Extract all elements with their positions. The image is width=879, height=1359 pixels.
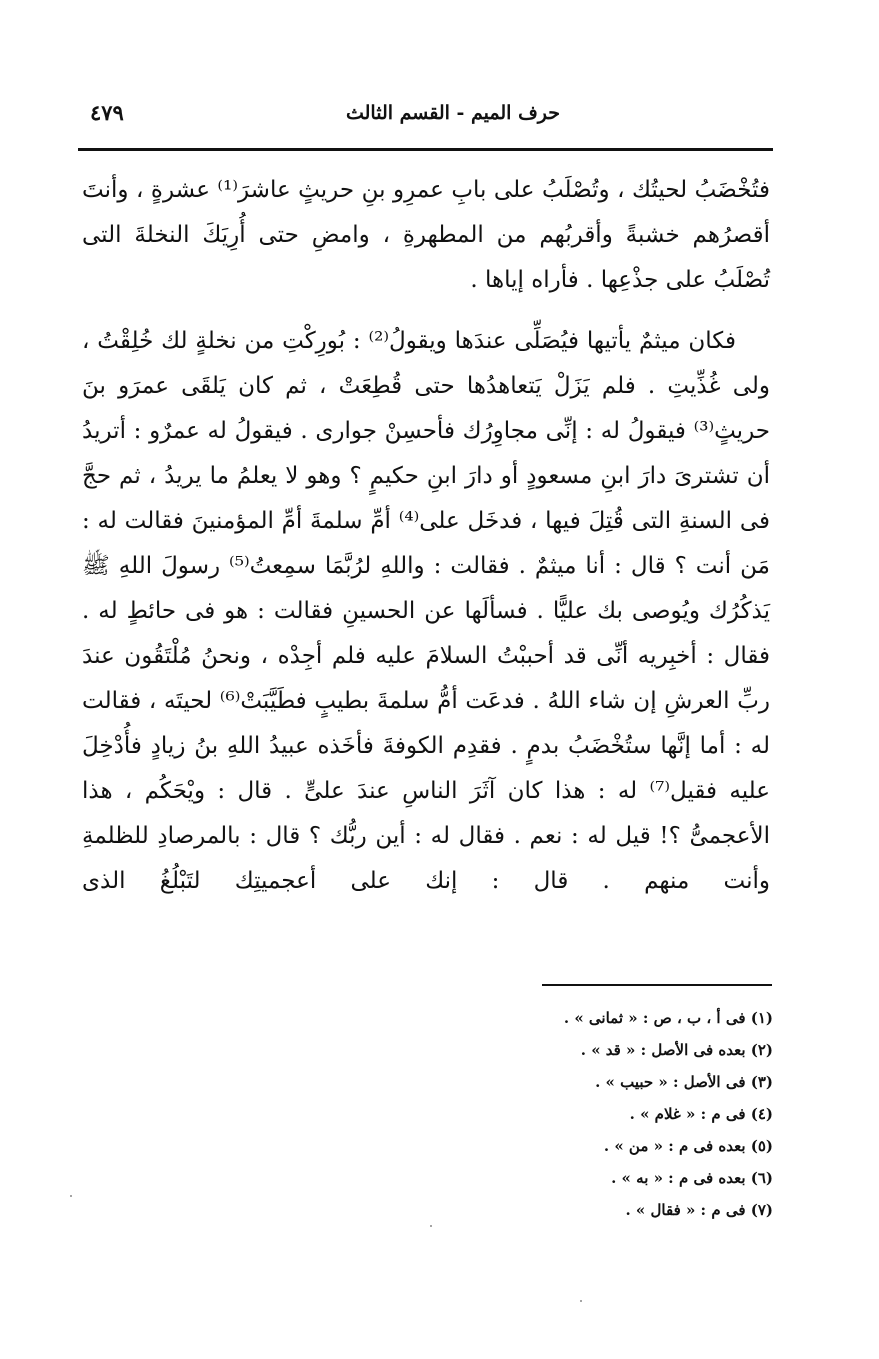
page-number: ٤٧٩ <box>90 100 124 125</box>
footnote-3: (٣) فى الأصل : « حبيب » . <box>595 1073 773 1091</box>
scan-speck <box>430 1225 432 1227</box>
footnote-rule <box>542 984 772 986</box>
paragraph-1: فتُخْضَبُ لحيتُك ، وتُصْلَبُ على بابِ عمرِو بنِ حريثٍ عاشرَ⁽¹⁾ عشرةٍ ، وأنتَ أقصرُهم خشبةً وأقربُهم من المطهرةِ ، وامضِ حتى أُرِيَكَ النخلةَ التى تُصْلَبُ على جذْعِها . فأراه إياها . <box>82 177 770 293</box>
footnote-2: (٢) بعده فى الأصل : « قد » . <box>580 1041 773 1059</box>
footnote-4: (٤) فى م : « غلام » . <box>629 1105 773 1123</box>
header-rule <box>78 148 773 151</box>
footnote-1: (١) فى أ ، ب ، ص : « ثمانى » . <box>563 1009 773 1027</box>
footnotes <box>373 1002 773 1226</box>
chapter-title: حرف الميم - القسم الثالث <box>345 102 560 124</box>
footnote-7: (٧) فى م : « فقال » . <box>625 1201 773 1219</box>
main-text <box>82 168 770 904</box>
footnote-6: (٦) بعده فى م : « به » . <box>611 1169 773 1187</box>
scan-speck <box>70 1195 72 1197</box>
scan-speck <box>580 1300 582 1302</box>
paragraph-2: فكان ميثمٌ يأتيها فيُصَلِّى عندَها ويقولُ⁽²⁾ : بُورِكْتِ من نخلةٍ لك خُلِقْتُ ، ولى غُذِّيتِ . فلم يَزَلْ يَتعاهدُها حتى قُطِعَتْ ، ثم كان يَلقَى عمرَو بنَ حريثٍ⁽³⁾ فيقولُ له : إنِّى مجاوِرُك فأحسِنْ جوارى . فيقولُ له عمرٌو : أتريدُ أن تشترىَ دارَ ابنِ مسعودٍ أو دارَ ابنِ حكيمٍ ؟ وهو لا يعلمُ ما يريدُ ، ثم حجَّ فى السنةِ التى قُتِلَ فيها ، فدخَل على⁽⁴⁾ أمِّ سلمةَ أمِّ المؤمنينَ فقالت له : مَن أنت ؟ قال : أنا ميثمٌ . فقالت : واللهِ لرُبَّمَا سمِعتُ⁽⁵⁾ رسولَ اللهِ ﷺ يَذكُرُك ويُوصى بك عليًّا . فسألَها عن الحسينِ فقالت : هو فى حائطٍ له . فقال : أخبِريه أنِّى قد أحببْتُ السلامَ عليه فلم أجِدْه ، ونحنُ مُلْتَقُون عندَ ربِّ العرشِ إن شاء اللهُ . فدعَت أمُّ سلمةَ بطيبٍ فطَيَّبَتْ⁽⁶⁾ لحيتَه ، فقالت له : أما إنَّها ستُخْضَبُ بدمٍ . فقدِم الكوفةَ فأخَذه عبيدُ اللهِ بنُ زيادٍ فأُدْخِلَ عليه فقيل⁽⁷⁾ له : هذا كان آثَرَ الناسِ عندَ علىٍّ . قال : ويْحَكُم ، هذا الأعجمىُّ ؟! قيل له : نعم . فقال له : أين ربُّك ؟ قال : بالمرصادِ للظلمةِ وأنت منهم . قال : إنك على أعجميتِك لتَبْلُغُ الذى <box>82 328 770 894</box>
footnote-5: (٥) بعده فى م : « من » . <box>603 1137 773 1155</box>
running-header <box>82 100 770 140</box>
